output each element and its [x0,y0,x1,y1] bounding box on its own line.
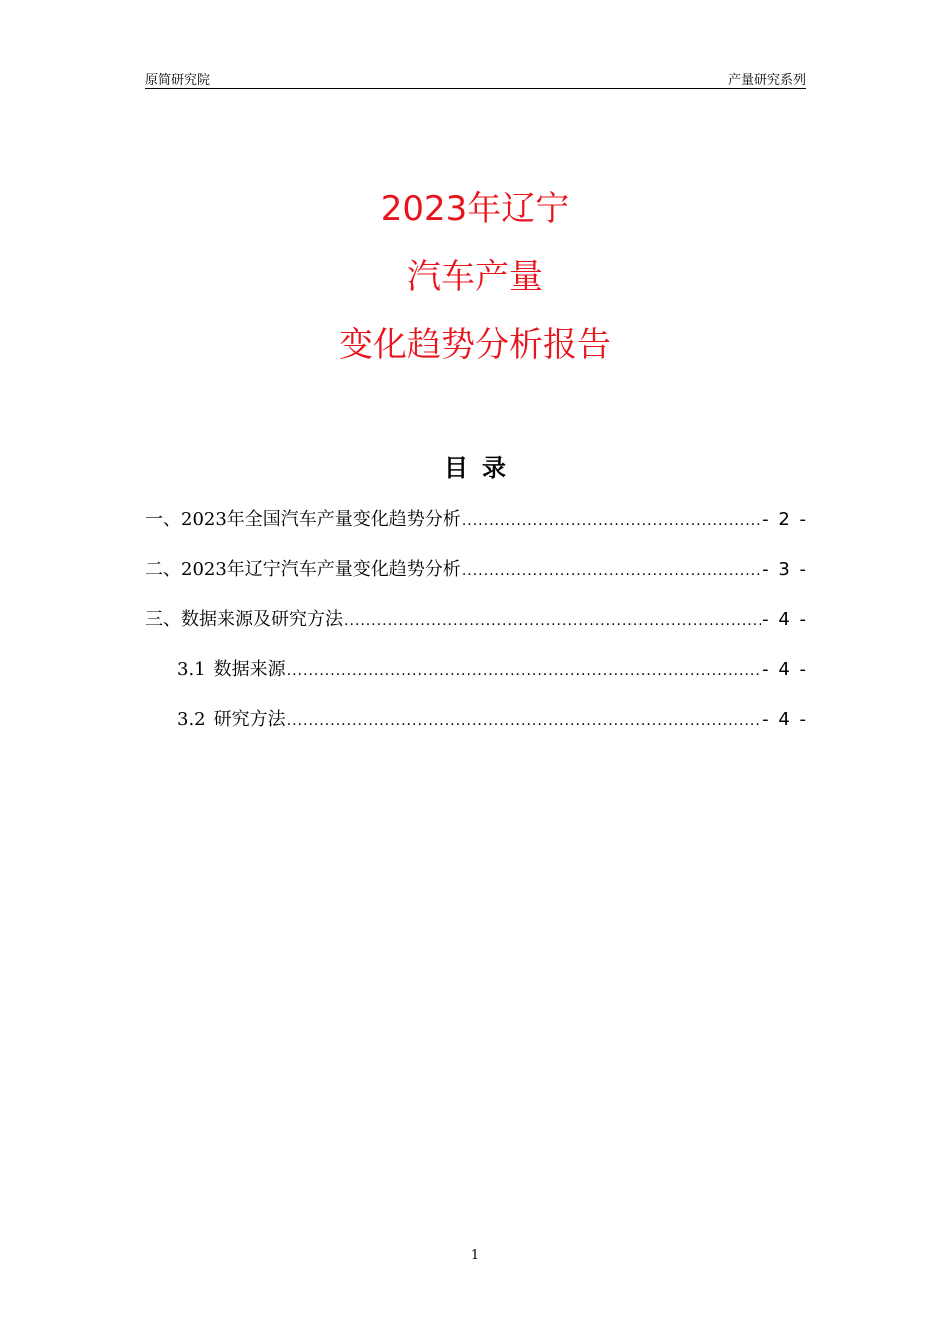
toc-entry-page: - 2 - [762,509,806,530]
toc-subentry-number: 3.1 [177,659,206,680]
toc-entry[interactable] [145,555,806,605]
toc-subentry[interactable] [145,655,806,705]
toc-subentry-label [177,655,286,681]
title-line-3: 变化趋势分析报告 [339,325,611,365]
toc-entry-label: 二、2023年辽宁汽车产量变化趋势分析 [145,559,461,580]
toc-subentry-page: - 4 - [762,709,806,730]
header-organization: 原简研究院 [145,73,211,88]
toc-subentry-number: 3.2 [177,709,206,730]
page-number: 1 [470,1248,480,1263]
title-line-2: 汽车产量 [407,257,543,297]
toc-leader-dots [462,513,761,529]
page-header [145,68,806,89]
toc-subentry-page: - 4 - [762,659,806,680]
toc-subentry[interactable] [145,705,806,755]
toc-subentry-label [177,705,286,731]
title-line-1: 2023年辽宁 [380,189,570,229]
table-of-contents [145,505,806,755]
toc-leader-dots [344,613,761,629]
toc-entry-label: 一、2023年全国汽车产量变化趋势分析 [145,509,461,530]
toc-heading: 目录 [444,454,520,482]
toc-leader-dots [462,563,761,579]
toc-leader-dots [287,663,761,679]
toc-subentry-text: 研究方法 [213,709,286,730]
toc-entry-page: - 3 - [762,559,806,580]
header-series: 产量研究系列 [727,73,806,88]
toc-entry[interactable] [145,505,806,555]
toc-entry[interactable] [145,605,806,655]
toc-entry-page: - 4 - [762,609,806,630]
toc-leader-dots [287,713,761,729]
toc-entry-label: 三、数据来源及研究方法 [145,609,343,630]
report-title [0,175,950,379]
toc-subentry-text: 数据来源 [213,659,286,680]
